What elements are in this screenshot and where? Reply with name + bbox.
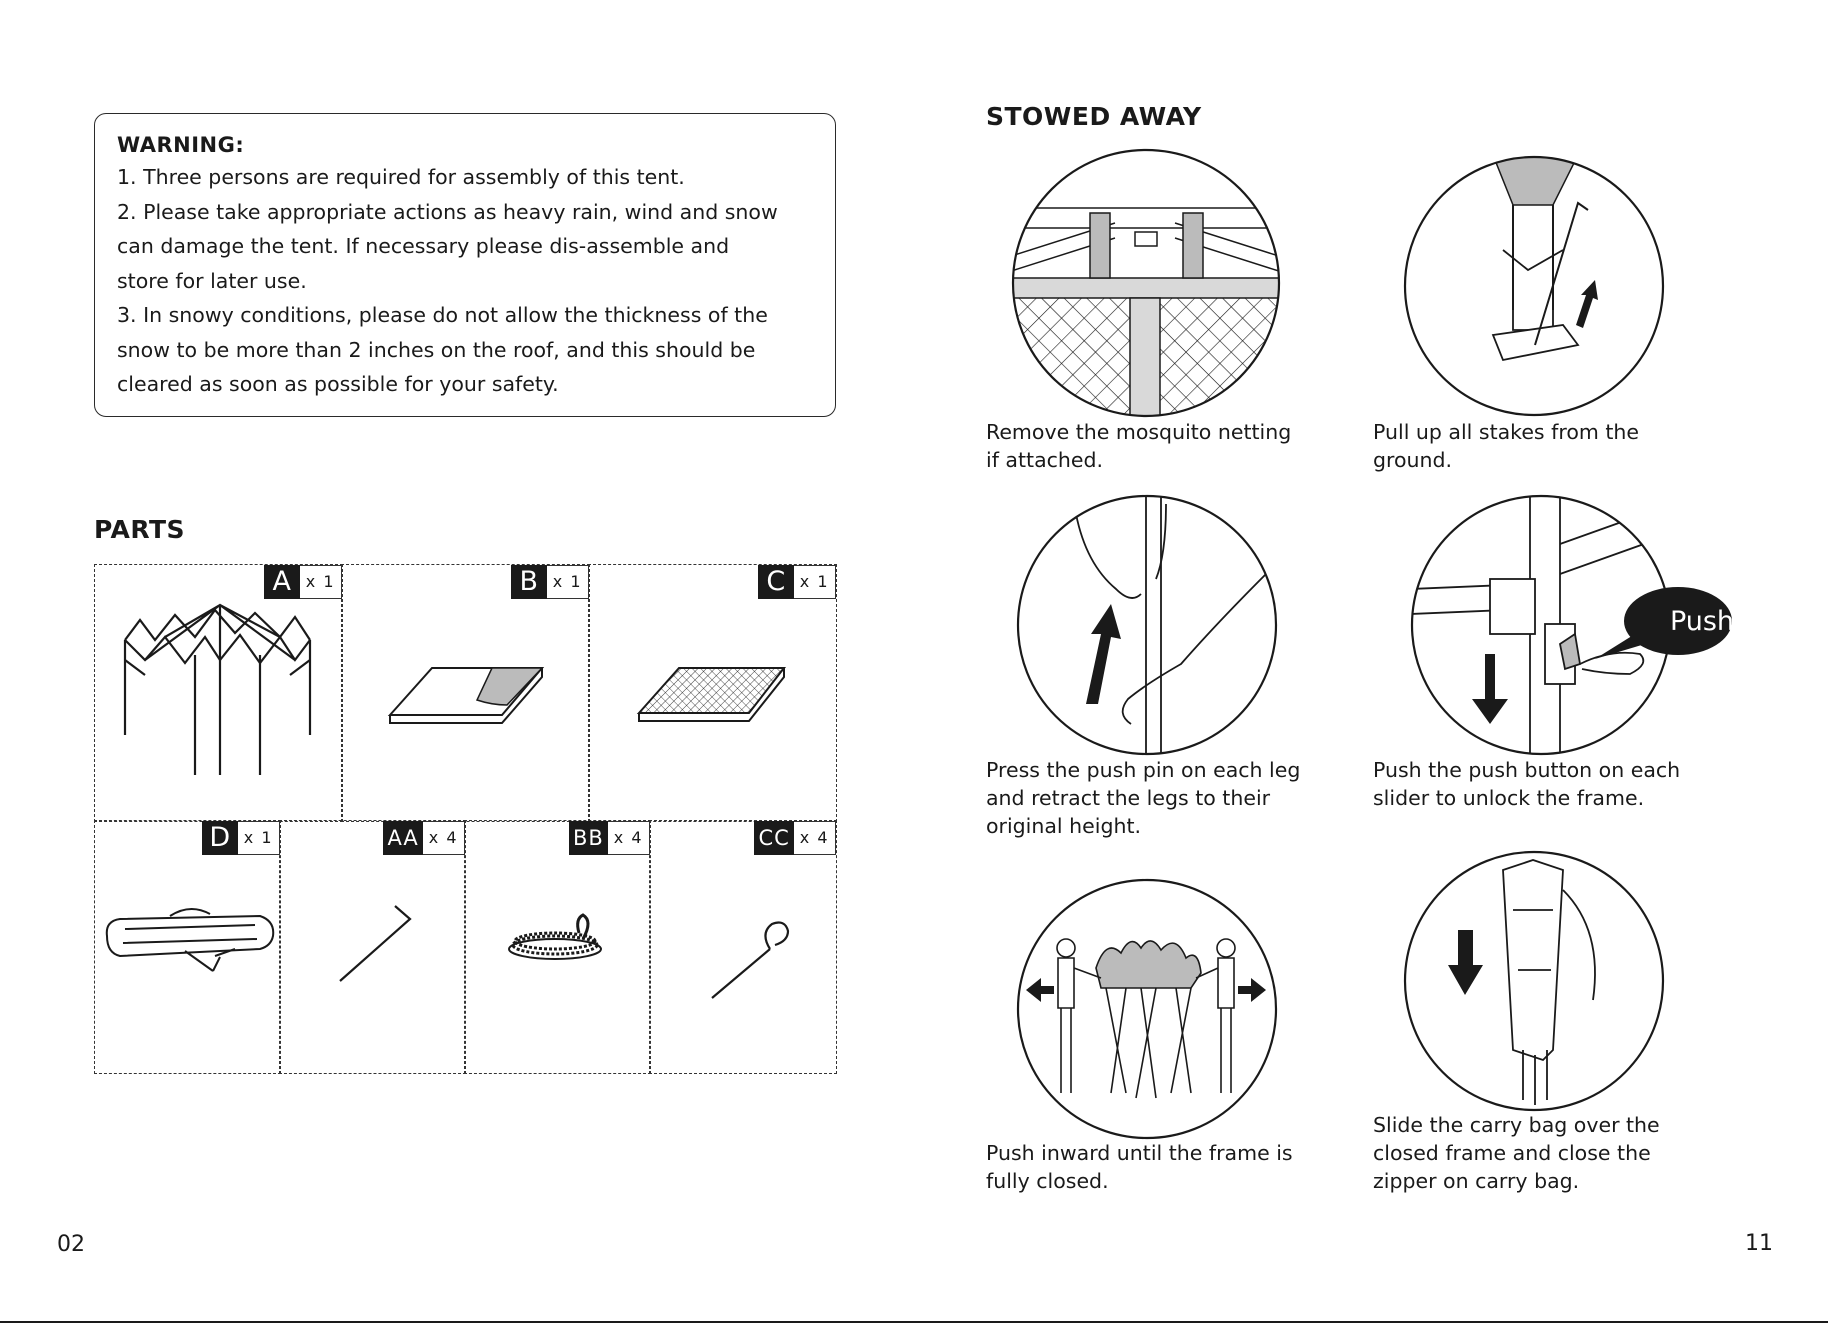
- warning-line: cleared as soon as possible for your safety.: [117, 372, 559, 396]
- part-letter: CC: [754, 821, 793, 855]
- part-qty: x 1: [238, 821, 280, 855]
- parts-title: PARTS: [94, 515, 186, 544]
- part-qty: x 4: [423, 821, 465, 855]
- warning-line: 3. In snowy conditions, please do not allow the thickness of the: [117, 303, 768, 327]
- rope-icon: [465, 821, 652, 1075]
- retract-leg-icon: [1016, 494, 1278, 756]
- stake-icon: [280, 821, 467, 1075]
- caption-line: zipper on carry bag.: [1373, 1169, 1580, 1193]
- warning-box: [94, 113, 836, 417]
- warning-line: snow to be more than 2 inches on the roof, and this should be: [117, 337, 756, 362]
- caption-line: ground.: [1373, 448, 1453, 472]
- warning-line: 1. Three persons are required for assembly of this tent.: [117, 165, 685, 189]
- step-6-caption: [1373, 1111, 1660, 1195]
- step-1-caption: [986, 418, 1291, 474]
- page-number-right: 11: [1745, 1231, 1773, 1256]
- caption-line: Press the push pin on each leg: [986, 758, 1301, 782]
- caption-line: Push inward until the frame is: [986, 1141, 1293, 1165]
- part-cell-a: [94, 564, 343, 822]
- caption-line: Remove the mosquito netting: [986, 420, 1292, 444]
- part-cell-d: [94, 820, 281, 1074]
- page-number-left: 02: [57, 1232, 85, 1257]
- caption-line: Push the push button on each: [1373, 758, 1681, 782]
- hook-stake-icon: [650, 821, 838, 1075]
- warning-line: 2. Please take appropriate actions as heavy rain, wind and snow: [117, 199, 778, 224]
- part-cell-c: [588, 564, 837, 822]
- caption-line: slider to unlock the frame.: [1373, 786, 1645, 810]
- canopy-frame-icon: [95, 565, 344, 823]
- remove-netting-icon: [1005, 148, 1285, 418]
- carry-bag-slide-icon: [1403, 850, 1665, 1112]
- close-frame-icon: [1016, 878, 1278, 1140]
- caption-line: closed frame and close the: [1373, 1141, 1651, 1165]
- part-qty: x 1: [547, 565, 589, 599]
- stowed-title: STOWED AWAY: [986, 102, 1202, 131]
- warning-title: WARNING:: [117, 133, 245, 157]
- part-letter: B: [511, 565, 547, 599]
- part-letter: D: [202, 821, 238, 855]
- part-qty: x 1: [794, 565, 836, 599]
- push-bubble-label: Push: [1669, 606, 1735, 637]
- warning-line: can damage the tent. If necessary please dis-assemble and: [117, 234, 730, 258]
- pull-stake-icon: [1403, 155, 1665, 417]
- step-2-caption: [1373, 418, 1639, 474]
- caption-line: and retract the legs to their: [986, 786, 1271, 810]
- caption-line: Pull up all stakes from the: [1373, 420, 1639, 444]
- part-qty: x 1: [300, 565, 342, 599]
- step-5-caption: [986, 1139, 1293, 1195]
- step-4-caption: [1373, 756, 1680, 812]
- part-letter: BB: [569, 821, 608, 855]
- mosquito-netting-icon: [589, 565, 838, 823]
- part-qty: x 4: [608, 821, 650, 855]
- part-letter: C: [758, 565, 794, 599]
- carry-bag-icon: [95, 821, 282, 1075]
- warning-line: store for later use.: [117, 268, 307, 293]
- canopy-top-icon: [342, 565, 591, 823]
- part-letter: A: [264, 565, 300, 599]
- caption-line: if attached.: [986, 448, 1104, 472]
- part-cell-cc: [649, 820, 837, 1074]
- parts-grid: [94, 564, 837, 1074]
- part-cell-b: [341, 564, 590, 822]
- part-qty: x 4: [794, 821, 836, 855]
- caption-line: fully closed.: [986, 1169, 1109, 1193]
- step-3-caption: [986, 756, 1300, 840]
- part-cell-aa: [279, 820, 466, 1074]
- caption-line: original height.: [986, 814, 1142, 838]
- part-letter: AA: [383, 821, 422, 855]
- caption-line: Slide the carry bag over the: [1373, 1113, 1660, 1137]
- part-cell-bb: [464, 820, 651, 1074]
